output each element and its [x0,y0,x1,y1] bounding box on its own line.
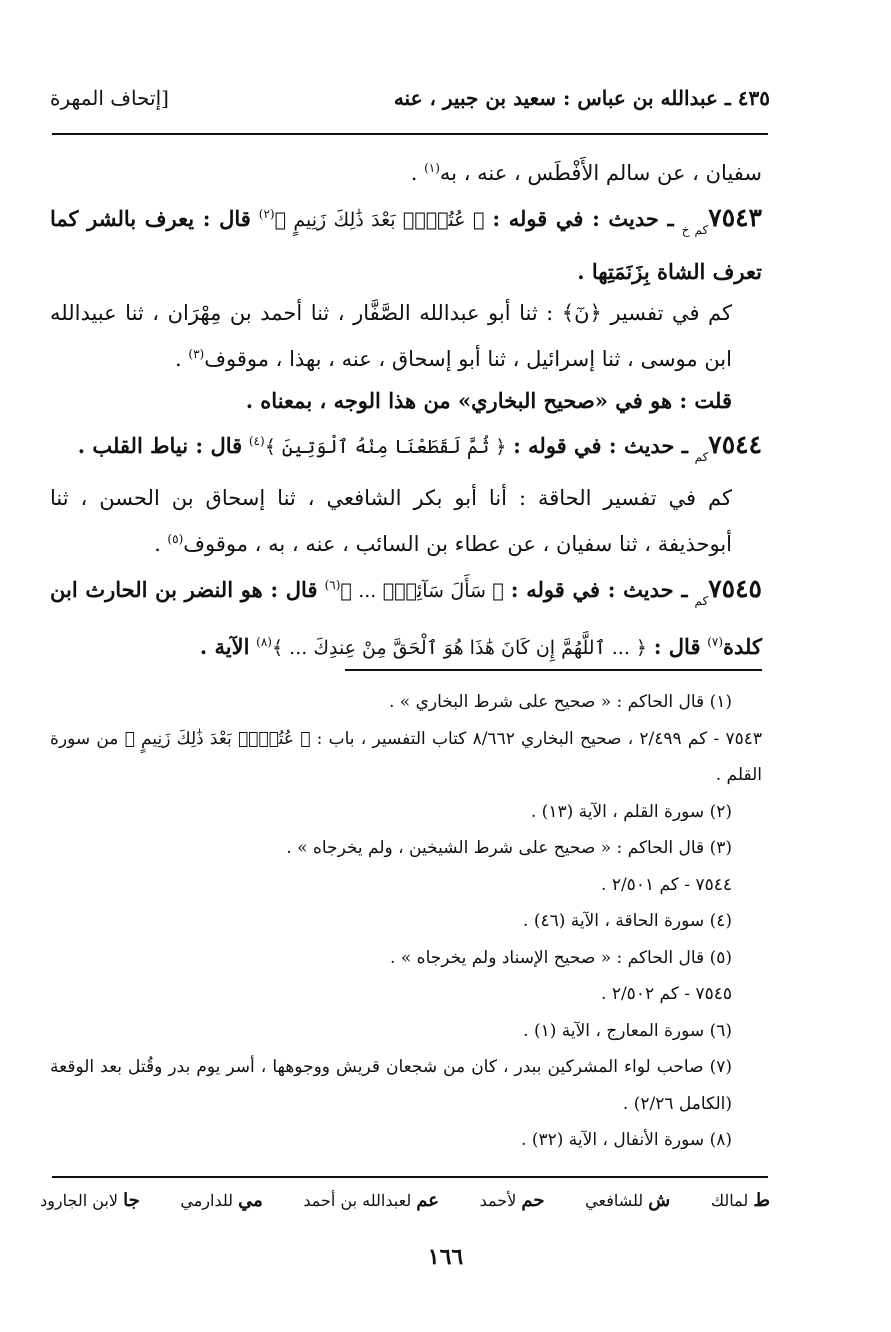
legend-item: ط لمالك [710,1190,770,1211]
hadith-text: قال : يعرف بالشر كما تعرف الشاة بِزَنَمَتِها . [50,206,762,284]
legend-item: مي للدارمي [180,1190,263,1211]
quran-quote: ﴿ سَأَلَ سَآئِلٌۢ ... ﴾ [340,580,504,602]
footnote-item: (٨) سورة الأنفال ، الآية (٣٢) . [521,1130,732,1150]
header-book-title: [إتحاف المهرة [50,86,169,110]
isnad-7544: كم في تفسير الحاقة : أنا أبو بكر الشافعي ، ثنا إسحاق بن الحسن ، ثنا أبوحذيفة ، ثنا سفيان ، عن عطاء بن السائب ، عنه ، به ، موقوف$^{(٥)}$ . [50,486,732,556]
source-siglum: كم خ [681,223,709,237]
main-text [50,148,762,669]
page-number: ١٦٦ [427,1244,464,1270]
footnote-ref: (٢) [258,207,275,221]
hadith-text: قال : هو النضر بن الحارث ابن كلدة [50,577,762,659]
footnote-rule [345,669,762,671]
hadith-text: قال : [653,634,701,659]
source-siglum: كم [694,594,709,608]
hadith-text: قال : نياط القلب . [77,433,243,458]
footnotes [50,684,762,1159]
isnad-7543: كم في تفسير ﴿نٓ﴾ : ثنا أبو عبدالله الصَّفَّار ، ثنا أحمد بن مِهْرَان ، ثنا عبيدالله ابن موسى ، ثنا إسرائيل ، ثنا أبو إسحاق ، عنه ، بهذا ، موقوف$^{(٣)}$ . [50,301,732,371]
footnote-item: ٧٥٤٥ - كم ٢/٥٠٢ . [601,984,732,1004]
header-chapter-title: ٤٣٥ ـ عبدالله بن عباس : سعيد بن جبير ، عنه [393,86,770,110]
legend-rule [52,1176,768,1178]
legend-item: جا لابن الجارود [40,1190,140,1211]
abbreviation-legend [40,1190,770,1220]
footnote-item: (٥) قال الحاكم : « صحيح الإسناد ولم يخرجاه » . [390,947,732,968]
hadith-lead: ـ حديث : في قوله : [492,206,674,231]
quran-quote: ﴿ ... ٱللَّهُمَّ إِن كَانَ هَٰذَا هُوَ ٱلْحَقَّ مِنْ عِندِكَ ... ﴾ [271,637,648,659]
footnote-item: (١) قال الحاكم : « صحيح على شرط البخاري » . [388,692,732,712]
legend-item: ش للشافعي [585,1190,671,1211]
hadith-7545 [50,565,762,669]
qult-note: قلت : هو في «صحيح البخاري» من هذا الوجه ، بمعناه . [245,388,732,413]
footnote-item: (٦) سورة المعارج ، الآية (١) . [523,1020,732,1041]
hadith-lead: ـ حديث : في قوله : [510,577,688,602]
hadith-end: الآية . [199,634,250,659]
footnote-ref: (٤) [248,434,265,448]
hadith-lead: ـ حديث : في قوله : [513,433,688,458]
hadith-7543 [50,194,762,293]
footnote-item: (٤) سورة الحاقة ، الآية (٤٦) . [523,911,732,931]
footnote-item: (٣) قال الحاكم : « صحيح على شرط الشيخين ، ولم يخرجاه » . [286,838,732,858]
header-rule [52,133,768,135]
hadith-number: ٧٥٤٣ [708,203,762,232]
quran-quote: ﴿ عُتُلِّۭ بَعْدَ ذَٰلِكَ زَنِيمٍ ﴾ [274,209,485,231]
footnote-ref: (٨) [256,635,272,649]
footnote-ref: (٥) [167,532,184,546]
footnote-item: ٧٥٤٣ - كم ٢/٤٩٩ ، صحيح البخاري ٨/٦٦٢ كتاب التفسير ، باب : ﴿ عُتُلِّۭ بَعْدَ ذَٰلِكَ زَنِيمٍ ﴾ من سورة القلم . [50,728,762,785]
legend-item: عم لعبدالله بن أحمد [303,1190,440,1211]
footnote-ref: (٣) [188,347,205,361]
legend-item: حم لأحمد [479,1190,545,1211]
footnote-ref: (٦) [324,578,341,592]
quran-quote: ﴿ ثُمَّ لَقَطَعْنَا مِنْهُ ٱلْوَتِينَ ﴾ [264,436,507,458]
footnote-item: ٧٥٤٤ - كم ٢/٥٠١ . [601,874,732,895]
hadith-number: ٧٥٤٥ [708,574,762,603]
footnote-item: (٢) سورة القلم ، الآية (١٣) . [530,801,732,822]
footnote-ref: (١) [424,161,440,175]
source-siglum: كم [694,450,709,464]
footnote-item: (٧) صاحب لواء المشركين ببدر ، كان من شجعان قريش ووجوهها ، أسر يوم بدر وقُتل بعد الوقعة (الكامل ٢/٢٦) . [50,1057,732,1114]
running-header [50,86,770,120]
hadith-number: ٧٥٤٤ [708,430,762,459]
continuation-paragraph: سفيان ، عن سالم الأَفْطَس ، عنه ، به$^{(١)}$ . [410,161,762,185]
hadith-7544 [50,421,762,478]
footnote-ref: (٧) [707,635,724,649]
